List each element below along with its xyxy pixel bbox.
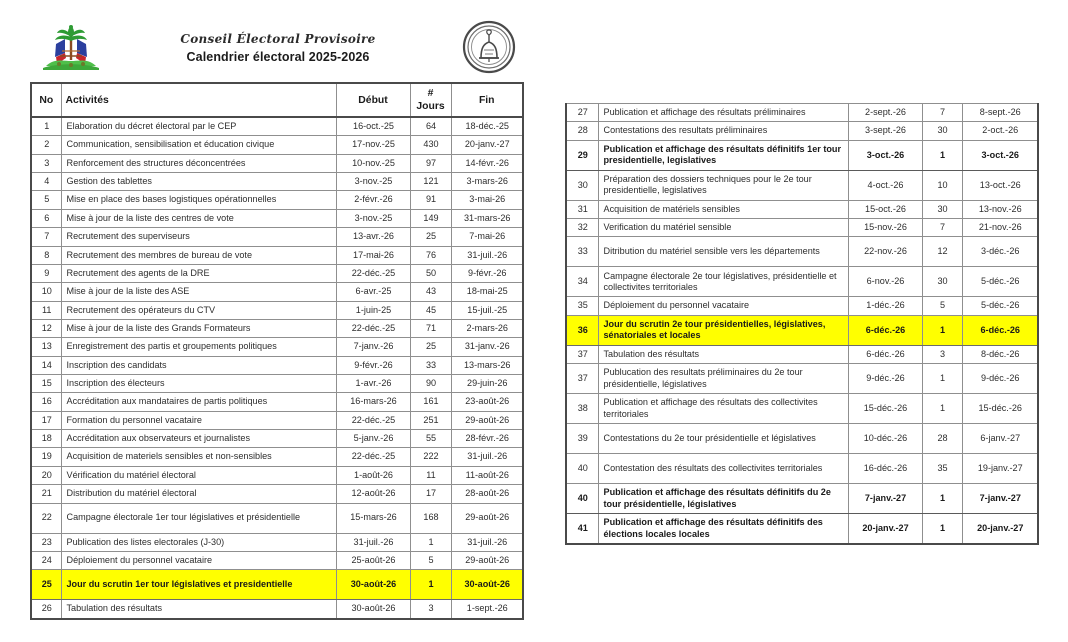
- cell-activite: Recrutement des agents de la DRE: [61, 264, 336, 282]
- cell-debut: 17-nov.-25: [336, 136, 410, 154]
- cell-fin: 18-déc.-25: [451, 117, 523, 136]
- cell-debut: 16-mars-26: [336, 393, 410, 411]
- cell-debut: 1-août-26: [336, 466, 410, 484]
- table-row: [566, 200, 1038, 218]
- cell-activite: Contestations du 2e tour présidentielle et législatives: [598, 424, 848, 454]
- document-title: Calendrier électoral 2025-2026: [186, 49, 370, 64]
- cell-jours: 1: [410, 533, 451, 551]
- cell-activite: Ditribution du matériel sensible vers les départements: [598, 237, 848, 267]
- cell-no: 12: [31, 319, 61, 337]
- cell-no: 10: [31, 283, 61, 301]
- cell-debut: 10-déc.-26: [848, 424, 922, 454]
- cell-debut: 15-oct.-26: [848, 200, 922, 218]
- cell-debut: 30-août-26: [336, 570, 410, 600]
- cell-fin: 5-déc.-26: [962, 297, 1038, 315]
- table-row: [31, 209, 523, 227]
- cell-fin: 3-mars-26: [451, 173, 523, 191]
- table-row: [566, 394, 1038, 424]
- cell-jours: 1: [922, 364, 962, 394]
- cell-activite: Contestation des résultats des collectivites territoriales: [598, 454, 848, 484]
- cell-activite: Acquisition de materiels sensibles et non-sensibles: [61, 448, 336, 466]
- cell-debut: 16-déc.-26: [848, 454, 922, 484]
- cell-no: 23: [31, 533, 61, 551]
- cell-activite: Enregistrement des partis et groupements politiques: [61, 338, 336, 356]
- cell-no: 20: [31, 466, 61, 484]
- cell-jours: 168: [410, 503, 451, 533]
- cell-debut: 3-oct.-26: [848, 140, 922, 170]
- table-row: [566, 454, 1038, 484]
- cell-activite: Publication et affichage des résultats des collectivites territoriales: [598, 394, 848, 424]
- cell-no: 6: [31, 209, 61, 227]
- cell-no: 26: [31, 600, 61, 619]
- cell-fin: 1-sept.-26: [451, 600, 523, 619]
- calendar-table-right: [565, 103, 1039, 545]
- cell-activite: Renforcement des structures déconcentrées: [61, 154, 336, 172]
- cell-debut: 17-mai-26: [336, 246, 410, 264]
- cell-jours: 28: [922, 424, 962, 454]
- cell-fin: 20-janv.-27: [962, 514, 1038, 544]
- cell-debut: 3-sept.-26: [848, 122, 922, 140]
- cell-activite: Inscription des candidats: [61, 356, 336, 374]
- cell-no: 36: [566, 315, 598, 345]
- cell-debut: 3-nov.-25: [336, 209, 410, 227]
- cell-jours: 50: [410, 264, 451, 282]
- cell-fin: 8-déc.-26: [962, 345, 1038, 363]
- cell-no: 40: [566, 454, 598, 484]
- cell-debut: 9-déc.-26: [848, 364, 922, 394]
- cell-jours: 430: [410, 136, 451, 154]
- calendar-table-left: [30, 82, 524, 620]
- cell-debut: 1-déc.-26: [848, 297, 922, 315]
- table-row: [31, 117, 523, 136]
- cell-activite: Verification du matériel sensible: [598, 219, 848, 237]
- cell-fin: 29-juin-26: [451, 375, 523, 393]
- table-row: [566, 315, 1038, 345]
- cell-debut: 30-août-26: [336, 600, 410, 619]
- table-row: [31, 533, 523, 551]
- cell-fin: 13-oct.-26: [962, 170, 1038, 200]
- cell-no: 13: [31, 338, 61, 356]
- cell-fin: 15-juil.-25: [451, 301, 523, 319]
- cell-debut: 6-déc.-26: [848, 315, 922, 345]
- cell-no: 29: [566, 140, 598, 170]
- cep-seal-icon: [458, 18, 520, 78]
- cell-fin: 11-août-26: [451, 466, 523, 484]
- cell-debut: 16-oct.-25: [336, 117, 410, 136]
- cell-jours: 3: [922, 345, 962, 363]
- table-row: [566, 237, 1038, 267]
- document-header: [30, 18, 525, 80]
- cell-jours: 12: [922, 237, 962, 267]
- table-row: [566, 104, 1038, 122]
- table-row: [31, 551, 523, 569]
- cell-jours: 161: [410, 393, 451, 411]
- cell-activite: Campagne électorale 2e tour législatives, présidentielle et collectivites territoriales: [598, 267, 848, 297]
- table-row: [31, 301, 523, 319]
- cell-no: 5: [31, 191, 61, 209]
- header-title-block: [108, 32, 448, 64]
- table-row: [31, 338, 523, 356]
- cell-jours: 17: [410, 485, 451, 503]
- table-row: [31, 228, 523, 246]
- cell-fin: 29-août-26: [451, 503, 523, 533]
- cell-activite: Publication des listes electorales (J-30): [61, 533, 336, 551]
- cell-no: 3: [31, 154, 61, 172]
- cell-activite: Publucation des resultats préliminaires du 2e tour présidentielle, législatives: [598, 364, 848, 394]
- cell-fin: 31-mars-26: [451, 209, 523, 227]
- cell-jours: 5: [410, 551, 451, 569]
- cell-activite: Tabulation des résultats: [61, 600, 336, 619]
- cell-jours: 121: [410, 173, 451, 191]
- table-row: [31, 319, 523, 337]
- cell-activite: Distribution du matériel électoral: [61, 485, 336, 503]
- cell-jours: 97: [410, 154, 451, 172]
- cell-debut: 10-nov.-25: [336, 154, 410, 172]
- cell-jours: 33: [410, 356, 451, 374]
- cell-no: 32: [566, 219, 598, 237]
- cell-jours: 35: [922, 454, 962, 484]
- table-row: [31, 600, 523, 619]
- table-row: [31, 393, 523, 411]
- cell-debut: 22-déc.-25: [336, 319, 410, 337]
- cell-debut: 22-déc.-25: [336, 264, 410, 282]
- cell-activite: Mise en place des bases logistiques opérationnelles: [61, 191, 336, 209]
- cell-no: 27: [566, 104, 598, 122]
- cell-debut: 2-févr.-26: [336, 191, 410, 209]
- cell-jours: 1: [922, 484, 962, 514]
- cell-no: 1: [31, 117, 61, 136]
- cell-no: 28: [566, 122, 598, 140]
- cell-fin: 31-juil.-26: [451, 448, 523, 466]
- table-row: [31, 191, 523, 209]
- column-header-activites: Activités: [61, 83, 336, 117]
- cell-jours: 91: [410, 191, 451, 209]
- cell-no: 19: [31, 448, 61, 466]
- cell-fin: 9-déc.-26: [962, 364, 1038, 394]
- cell-fin: 5-déc.-26: [962, 267, 1038, 297]
- table-row: [566, 484, 1038, 514]
- cell-debut: 2-sept.-26: [848, 104, 922, 122]
- cell-activite: Recrutement des opérateurs du CTV: [61, 301, 336, 319]
- table-row: [31, 136, 523, 154]
- cell-jours: 30: [922, 122, 962, 140]
- cell-jours: 90: [410, 375, 451, 393]
- cell-activite: Vérification du matériel électoral: [61, 466, 336, 484]
- cell-no: 38: [566, 394, 598, 424]
- table-row: [31, 466, 523, 484]
- column-header-jours-line1: #: [427, 88, 434, 99]
- cell-fin: 13-nov.-26: [962, 200, 1038, 218]
- cell-fin: 30-août-26: [451, 570, 523, 600]
- cell-jours: 30: [922, 200, 962, 218]
- cell-activite: Communication, sensibilisation et éducation civique: [61, 136, 336, 154]
- cell-debut: 6-nov.-26: [848, 267, 922, 297]
- cell-activite: Accréditation aux observateurs et journalistes: [61, 430, 336, 448]
- cell-fin: 6-déc.-26: [962, 315, 1038, 345]
- cell-jours: 7: [922, 219, 962, 237]
- cell-debut: 6-déc.-26: [848, 345, 922, 363]
- cell-fin: 8-sept.-26: [962, 104, 1038, 122]
- cell-no: 22: [31, 503, 61, 533]
- cell-no: 35: [566, 297, 598, 315]
- cell-fin: 7-mai-26: [451, 228, 523, 246]
- cell-activite: Gestion des tablettes: [61, 173, 336, 191]
- cell-fin: 20-janv.-27: [451, 136, 523, 154]
- cell-jours: 71: [410, 319, 451, 337]
- cell-fin: 31-juil.-26: [451, 533, 523, 551]
- cell-activite: Campagne électorale 1er tour législatives et présidentielle: [61, 503, 336, 533]
- cell-debut: 15-nov.-26: [848, 219, 922, 237]
- table-row: [31, 356, 523, 374]
- cell-debut: 7-janv.-26: [336, 338, 410, 356]
- cell-activite: Déploiement du personnel vacataire: [598, 297, 848, 315]
- cell-debut: 1-juin-25: [336, 301, 410, 319]
- cell-fin: 18-mai-25: [451, 283, 523, 301]
- cell-fin: 3-mai-26: [451, 191, 523, 209]
- cell-activite: Déploiement du personnel vacataire: [61, 551, 336, 569]
- cell-jours: 5: [922, 297, 962, 315]
- cell-activite: Jour du scrutin 2e tour présidentielles, législatives, sénatoriales et locales: [598, 315, 848, 345]
- cell-no: 18: [31, 430, 61, 448]
- cell-debut: 20-janv.-27: [848, 514, 922, 544]
- cell-activite: Publication et affichage des résultats définitifs 1er tour presidentielle, legislatives: [598, 140, 848, 170]
- column-header-debut: Début: [336, 83, 410, 117]
- table-row: [566, 345, 1038, 363]
- cell-jours: 10: [922, 170, 962, 200]
- cell-activite: Accréditation aux mandataires de partis politiques: [61, 393, 336, 411]
- cell-no: 15: [31, 375, 61, 393]
- cell-activite: Tabulation des résultats: [598, 345, 848, 363]
- column-header-no: No: [31, 83, 61, 117]
- cell-no: 7: [31, 228, 61, 246]
- cell-debut: 15-mars-26: [336, 503, 410, 533]
- cell-fin: 9-févr.-26: [451, 264, 523, 282]
- haiti-coat-of-arms-icon: [38, 20, 104, 72]
- table-row: [566, 364, 1038, 394]
- table-row: [31, 411, 523, 429]
- cell-activite: Publication et affichage des résultats définitifs des élections locales locales: [598, 514, 848, 544]
- cell-jours: 7: [922, 104, 962, 122]
- cell-jours: 149: [410, 209, 451, 227]
- cell-no: 16: [31, 393, 61, 411]
- cell-no: 9: [31, 264, 61, 282]
- cell-fin: 23-août-26: [451, 393, 523, 411]
- cell-debut: 15-déc.-26: [848, 394, 922, 424]
- cell-fin: 15-déc.-26: [962, 394, 1038, 424]
- cell-activite: Mise à jour de la liste des Grands Formateurs: [61, 319, 336, 337]
- table-row: [31, 154, 523, 172]
- column-header-fin: Fin: [451, 83, 523, 117]
- cell-activite: Publication et affichage des résultats définitifs du 2e tour présidentielle, législatives: [598, 484, 848, 514]
- cell-fin: 6-janv.-27: [962, 424, 1038, 454]
- table-row: [31, 375, 523, 393]
- cell-no: 24: [31, 551, 61, 569]
- cell-activite: Formation du personnel vacataire: [61, 411, 336, 429]
- cell-debut: 13-avr.-26: [336, 228, 410, 246]
- cell-debut: 31-juil.-26: [336, 533, 410, 551]
- cell-jours: 43: [410, 283, 451, 301]
- cell-no: 41: [566, 514, 598, 544]
- cell-fin: 7-janv.-27: [962, 484, 1038, 514]
- cell-no: 21: [31, 485, 61, 503]
- cell-jours: 64: [410, 117, 451, 136]
- cell-debut: 3-nov.-25: [336, 173, 410, 191]
- cell-activite: Inscription des électeurs: [61, 375, 336, 393]
- cell-debut: 22-déc.-25: [336, 411, 410, 429]
- cell-jours: 1: [922, 394, 962, 424]
- cell-jours: 1: [410, 570, 451, 600]
- table-row: [566, 267, 1038, 297]
- cell-no: 2: [31, 136, 61, 154]
- table-row: [31, 503, 523, 533]
- cell-activite: Recrutement des superviseurs: [61, 228, 336, 246]
- cell-jours: 55: [410, 430, 451, 448]
- table-row: [31, 430, 523, 448]
- cell-fin: 29-août-26: [451, 411, 523, 429]
- table-row: [31, 283, 523, 301]
- cell-activite: Contestations des resultats préliminaires: [598, 122, 848, 140]
- cell-no: 40: [566, 484, 598, 514]
- table-row: [566, 514, 1038, 544]
- cell-jours: 25: [410, 228, 451, 246]
- column-header-jours-line2: Jours: [416, 101, 445, 112]
- cell-jours: 45: [410, 301, 451, 319]
- cell-activite: Préparation des dossiers techniques pour le 2e tour presidentielle, legislatives: [598, 170, 848, 200]
- cell-no: 34: [566, 267, 598, 297]
- table-right-body: [566, 104, 1038, 544]
- cell-fin: 2-mars-26: [451, 319, 523, 337]
- cell-fin: 28-août-26: [451, 485, 523, 503]
- cell-jours: 3: [410, 600, 451, 619]
- cell-debut: 12-août-26: [336, 485, 410, 503]
- cell-fin: 21-nov.-26: [962, 219, 1038, 237]
- organization-title: Conseil Électoral Provisoire: [180, 31, 376, 46]
- cell-debut: 6-avr.-25: [336, 283, 410, 301]
- cell-debut: 7-janv.-27: [848, 484, 922, 514]
- table-row: [566, 170, 1038, 200]
- table-row: [31, 570, 523, 600]
- cell-no: 4: [31, 173, 61, 191]
- table-row: [31, 173, 523, 191]
- cell-no: 31: [566, 200, 598, 218]
- cell-jours: 25: [410, 338, 451, 356]
- cell-fin: 29-août-26: [451, 551, 523, 569]
- table-row: [31, 485, 523, 503]
- cell-debut: 1-avr.-26: [336, 375, 410, 393]
- cell-no: 25: [31, 570, 61, 600]
- cell-no: 17: [31, 411, 61, 429]
- table-row: [566, 122, 1038, 140]
- table-row: [566, 297, 1038, 315]
- cell-activite: Recrutement des membres de bureau de vote: [61, 246, 336, 264]
- cell-activite: Mise à jour de la liste des ASE: [61, 283, 336, 301]
- cell-jours: 251: [410, 411, 451, 429]
- cell-no: 8: [31, 246, 61, 264]
- cell-fin: 28-févr.-26: [451, 430, 523, 448]
- cell-jours: 222: [410, 448, 451, 466]
- cell-jours: 1: [922, 514, 962, 544]
- table-left-body: [31, 117, 523, 619]
- table-row: [566, 219, 1038, 237]
- cell-activite: Mise à jour de la liste des centres de vote: [61, 209, 336, 227]
- cell-fin: 2-oct.-26: [962, 122, 1038, 140]
- cell-no: 37: [566, 345, 598, 363]
- cell-jours: 11: [410, 466, 451, 484]
- cell-activite: Publication et affichage des résultats préliminaires: [598, 104, 848, 122]
- cell-fin: 13-mars-26: [451, 356, 523, 374]
- table-row: [31, 246, 523, 264]
- cell-fin: 31-janv.-26: [451, 338, 523, 356]
- cell-activite: Acquisition de matériels sensibles: [598, 200, 848, 218]
- cell-fin: 14-févr.-26: [451, 154, 523, 172]
- cell-fin: 31-juil.-26: [451, 246, 523, 264]
- table-row: [566, 140, 1038, 170]
- cell-debut: 5-janv.-26: [336, 430, 410, 448]
- cell-activite: Elaboration du décret électoral par le CEP: [61, 117, 336, 136]
- cell-fin: 19-janv.-27: [962, 454, 1038, 484]
- cell-debut: 22-déc.-25: [336, 448, 410, 466]
- cell-no: 30: [566, 170, 598, 200]
- cell-no: 39: [566, 424, 598, 454]
- column-header-jours: [410, 83, 451, 117]
- cell-activite: Jour du scrutin 1er tour législatives et presidentielle: [61, 570, 336, 600]
- cell-jours: 1: [922, 315, 962, 345]
- cell-no: 14: [31, 356, 61, 374]
- cell-debut: 22-nov.-26: [848, 237, 922, 267]
- cell-no: 33: [566, 237, 598, 267]
- cell-jours: 30: [922, 267, 962, 297]
- cell-fin: 3-déc.-26: [962, 237, 1038, 267]
- table-row: [31, 448, 523, 466]
- cell-debut: 25-août-26: [336, 551, 410, 569]
- cell-debut: 9-févr.-26: [336, 356, 410, 374]
- cell-no: 37: [566, 364, 598, 394]
- cell-jours: 1: [922, 140, 962, 170]
- cell-jours: 76: [410, 246, 451, 264]
- table-row: [31, 264, 523, 282]
- table-left-header-row: [31, 83, 523, 117]
- cell-no: 11: [31, 301, 61, 319]
- cell-debut: 4-oct.-26: [848, 170, 922, 200]
- table-row: [566, 424, 1038, 454]
- cell-fin: 3-oct.-26: [962, 140, 1038, 170]
